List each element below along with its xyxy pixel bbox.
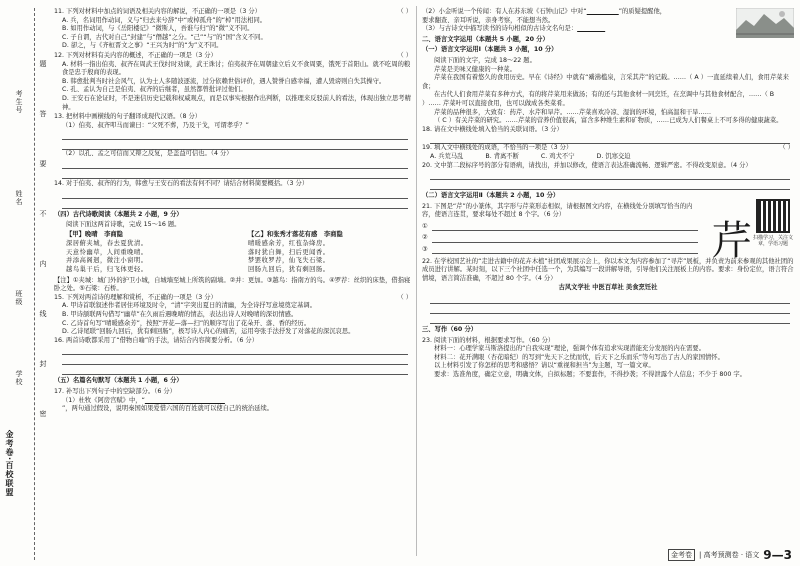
answer-line[interactable] bbox=[432, 223, 698, 231]
seal-script-glyph: 芹 bbox=[712, 217, 750, 264]
answer-line[interactable] bbox=[430, 314, 790, 324]
answer-bracket[interactable]: （ ） bbox=[397, 8, 412, 15]
passage-paragraph: 芹菜是美味又健康的一种菜。 bbox=[434, 65, 516, 73]
q12-stem: 12. 下列对材料有关内容的概述，不正确的一项是（3 分） bbox=[54, 51, 217, 59]
language-section-2 bbox=[422, 192, 794, 324]
section-heading: （四）古代诗歌阅读（本题共 2 小题，9 分） bbox=[54, 210, 183, 218]
answer-line[interactable] bbox=[62, 189, 408, 199]
option: A. 材料一指出伯夷、叔齐在周武王伐纣时劝谏，武王诛讨；伯夷叔齐在周朝建立后义不食周粟，饿死于首阳山。就不吃周的粮食是忠于殷商的表现。 bbox=[62, 60, 411, 77]
poem-title: 【乙】和张秀才落花有感 bbox=[248, 230, 318, 238]
answer-line[interactable] bbox=[62, 159, 408, 169]
qr-caption: 扫描学习，关注文章，学语习题 bbox=[752, 234, 793, 247]
school-label: 学校 bbox=[15, 370, 23, 386]
answer-line[interactable] bbox=[430, 170, 790, 180]
section-heading: 三、写作（60 分） bbox=[422, 326, 478, 334]
answer-line[interactable] bbox=[62, 130, 408, 140]
option: A. 兵，名词用作动词，义与“归去来兮辞”中“或棹孤舟”的“棹”用法相同。 bbox=[62, 16, 267, 24]
seal-char: 封 bbox=[39, 360, 47, 368]
fill-blank[interactable] bbox=[577, 25, 605, 32]
q17-s1-cont: ”，两句通过假设，说明秦国如果爱惜六国的百姓就可以使自己的统治延续。 bbox=[62, 405, 274, 413]
answer-line[interactable] bbox=[430, 180, 790, 190]
footer-brand: 金考卷 bbox=[668, 549, 695, 561]
poem-author: 李商隐 bbox=[323, 230, 343, 238]
passage-paragraph: 在古代人们食用芹菜有多种方式，有的将芹菜用来做汤；有的还与其他食材一同烹饪，在烹调中与其他食材配合，……（ B ）…… 芹菜叶可以直接食用，也可以做成各类菜肴。 bbox=[422, 91, 775, 107]
answer-line[interactable] bbox=[430, 304, 790, 314]
q14-stem: 14. 对于伯夷、叔齐的行为，韩愈与王安石的看法有何不同？请结合材料简要概括。（3 分） bbox=[54, 179, 309, 187]
answer-line[interactable] bbox=[62, 355, 408, 365]
section-heading: 二、语言文字运用（本题共 5 小题，20 分） bbox=[422, 35, 549, 43]
reading-intro: 阅读下面的文字，完成 18～22 题。 bbox=[434, 56, 536, 64]
question-13 bbox=[54, 113, 412, 179]
poems bbox=[54, 231, 412, 275]
answer-line[interactable] bbox=[430, 134, 790, 144]
landscape-illustration bbox=[736, 8, 794, 38]
q17-stem: 17. 补写出下列句子中的空缺部分。（6 分） bbox=[54, 388, 176, 395]
option: D. 饥寒交迫 bbox=[596, 152, 631, 160]
answer-line[interactable] bbox=[432, 246, 698, 254]
page-footer bbox=[668, 548, 792, 562]
question-17 bbox=[54, 377, 412, 413]
answer-line[interactable] bbox=[62, 169, 408, 179]
poem-line: 落时犹自舞，扫后更闻香。 bbox=[248, 248, 330, 256]
club-list: 古风文学社 中医百草社 美食烹饪社 bbox=[558, 284, 658, 292]
answer-line[interactable] bbox=[62, 365, 408, 375]
q21-stem: 21. 下图是“芹”的小篆体，其字形与芹菜形态相似，请根据图文内容，在横线处分别填写恰当的内容，使语言连贯，要求每处不超过 8 个字。（6 分） bbox=[422, 202, 693, 219]
option: A. 甲诗首联叙述作者居住环境及时令，“清”字突出夏日的清幽，为全诗抒写意境奠定基调。 bbox=[62, 302, 317, 310]
seal-char: 不 bbox=[39, 210, 47, 218]
option: C. 孔、孟认为自己是伯夷、叔齐的后继者，虽然都曾批评过他们。 bbox=[62, 86, 247, 94]
seal-char: 答 bbox=[39, 110, 47, 118]
material-2: 材料二：花开满眼（杏花暗纪）的写到“先天下之忧而忧，后天下之乐而乐”等句写出了古人的家国情怀。 bbox=[434, 353, 724, 361]
q22-stem: 22. 在学校国艺社的“走进古籍中的花卉木植”社团成果展示会上，你以本文为内容参加了“寻芹”展板，并负责为前来参观的其他社团的成员进行讲解。某时刻，以下三个社团中任选一个，为其编写一段讲解导语，引导他们关注展板上的内容。要求：身份定位，语言符合情境，语言简洁准确，不超过 80 个字。（4 分） bbox=[422, 257, 794, 282]
passage-paragraph: 芹菜的品种很多，大致有：药芹、水芹和旱芹。……芹菜喜欢冷凉、湿润的环境，怕高温和干旱…… bbox=[434, 108, 712, 116]
option: B. 甲诗颔联两句借写“幽草”在久雨后遇晚晴的情态，表达出诗人对晚晴的深切情感。 bbox=[62, 311, 298, 319]
q17-s3: （3）与古诗文中描写读书的诗句相似的古诗文名句是： bbox=[422, 25, 578, 33]
footer-series: | 高考预测卷 · 语文 bbox=[699, 551, 760, 559]
passage-paragraph: （ C ）有关芹菜的研究。……芹菜的营养价值很高，富含多种维生素和矿物质，……已成为人们餐桌上不可多得的健康蔬菜。 bbox=[434, 117, 783, 125]
passage-paragraph: 芹菜在我国有着悠久的食用历史。早在《诗经》中就有“觱沸槛泉，言采其芹”的记载。……（ A ）一直延续着人们，食用芹菜来食； bbox=[422, 74, 789, 90]
section-heading: （五）名篇名句默写（本题共 1 小题，6 分） bbox=[54, 377, 183, 385]
fill-blank[interactable] bbox=[587, 8, 619, 15]
page-number: 9—3 bbox=[763, 548, 792, 562]
option: A. 兵荒马乱 bbox=[430, 152, 464, 160]
poem-line: 并添高阁迥，微注小窗明。 bbox=[66, 257, 148, 265]
q17-s1: （1）杜牧《阿房宫赋》中，“ bbox=[62, 396, 145, 404]
answer-line[interactable] bbox=[62, 345, 408, 355]
poem-line: 越鸟巢干后，归飞体更轻。 bbox=[66, 266, 148, 274]
option: C. 子自谓，古代对自己“封建”与“僭越”之分。“己”“与”的“国”含义不同。 bbox=[62, 33, 267, 41]
option: B. 韩愈批判当时社会风气，认为士人多随波逐流，过分依赖世俗评价，遇人赞誉自感幸福，遭人毁谤则自失其操守。 bbox=[62, 77, 386, 85]
question-17-cont bbox=[422, 8, 794, 34]
poem-note: 【注】①夹城：城门外的护卫小城，自城墙至城上所筑的副墙。②并：更加。③越鸟：指南方的鸟。④罗荐：丝织的床垫，借指寝卧之处。⑤石梁：石桥。 bbox=[54, 276, 411, 293]
poem-line: 回肠九回后，犹有剩回肠。 bbox=[248, 266, 330, 274]
answer-line[interactable] bbox=[62, 199, 408, 209]
class-label: 班级 bbox=[15, 290, 23, 306]
writing-requirements: 要求：选准角度，确定立意，明确文体，自拟标题；不要套作，不得抄袭；不得泄露个人信息；不少于 800 字。 bbox=[434, 371, 746, 378]
brand-label: 金考卷·百校联盟 bbox=[5, 430, 14, 498]
line-label: ② bbox=[422, 234, 428, 242]
writing-prompt: 以上材料引发了你怎样的思考和感悟？请以“重视和担当”为主题，写一篇文章。 bbox=[434, 362, 655, 370]
qr-code-icon[interactable] bbox=[756, 199, 790, 233]
material-1: 材料一：心理学家马斯洛提出的“自我实现”理论，强调个体有追求实现潜能充分发展的内在需要。 bbox=[434, 345, 705, 353]
line-label: ① bbox=[422, 222, 428, 230]
option: D. 王安石在论证时，不是迷信历史记载和权威观点，而是以事实根据作出判断，以推理来反驳前人的看法，体现出独立思考精神。 bbox=[62, 94, 411, 111]
answer-line[interactable] bbox=[430, 294, 790, 304]
fill-blank[interactable] bbox=[145, 397, 225, 404]
q21-fill-lines bbox=[422, 223, 698, 255]
q13-sentence-2: （2）以孔、孟之可信而又辩之反复，是盖益可信也。（4 分） bbox=[62, 150, 233, 158]
poem-line: 深居俯夹城，春去夏犹清。 bbox=[66, 240, 148, 248]
poem-title: 【甲】晚晴 bbox=[66, 230, 98, 238]
answer-bracket[interactable]: （ ） bbox=[397, 293, 412, 301]
q23-stem: 23. 阅读下面的材料，根据要求写作。（60 分） bbox=[422, 336, 555, 344]
option: D. 乙诗尾联“回肠九回后，犹有剩回肠”，极写诗人内心的痛苦，运用夸张手法抒发了对落花的深沉哀思。 bbox=[62, 328, 355, 336]
binding-sidebar bbox=[0, 0, 50, 566]
q17-s2-cont: ”的质疑提醒他， bbox=[618, 8, 667, 15]
poem-author: 李商隐 bbox=[104, 230, 123, 238]
poem-jia bbox=[66, 231, 230, 275]
poem-line: 天意怜幽草，人间重晚晴。 bbox=[66, 248, 148, 256]
option: D. 卻之，与《齐桓晋文之事》“王兴为时”的“为”义不同。 bbox=[62, 42, 223, 50]
answer-line[interactable] bbox=[62, 140, 408, 150]
poetry-section bbox=[54, 211, 412, 376]
seal-char: 要 bbox=[39, 160, 47, 168]
q11-stem: 11. 下列对材料中加点的词语及相关内容的解说，不正确的一项是（3 分） bbox=[54, 8, 261, 15]
poem-line: 梦罢收罗荐，仙飞失石梁。 bbox=[248, 257, 330, 265]
question-11 bbox=[54, 8, 412, 51]
poem-yi bbox=[248, 231, 412, 275]
option: C. 鸡犬不宁 bbox=[540, 152, 575, 160]
q13-sentence-1: （1）伯夷、叔齐叩马而谏曰：“父死不葬，乃及干戈，可谓孝乎？” bbox=[62, 121, 249, 129]
q18-stem: 18. 请在文中横线处填入恰当的关联词语。（3 分） bbox=[422, 125, 563, 133]
language-section bbox=[422, 36, 794, 190]
question-12 bbox=[54, 52, 412, 112]
sub-heading: （一）语言文字运用Ⅰ（本题共 3 小题，10 分） bbox=[422, 46, 558, 54]
sub-heading: （二）语言文字运用Ⅱ（本题共 2 小题，10 分） bbox=[422, 192, 560, 200]
seal-line bbox=[34, 8, 35, 560]
seal-char: 内 bbox=[39, 260, 47, 268]
q16-stem: 16. 两首诗歌都采用了“借物自喻”的手法，请结合内容简要分析。（6 分） bbox=[54, 336, 259, 344]
column-divider bbox=[416, 6, 417, 556]
exam-no-label: 考生号 bbox=[15, 90, 23, 114]
seal-char: 线 bbox=[39, 310, 47, 318]
q15-stem: 15. 下列对两首诗的理解和赏析，不正确的一项是（3 分） bbox=[54, 293, 217, 301]
q20-stem: 20. 文中第二段标序号的部分有语病，请找出，并加以修改，使语言表达准确流畅、逻辑严密。不得改变原意。（4 分） bbox=[422, 161, 752, 169]
left-column bbox=[54, 8, 412, 415]
answer-bracket[interactable]: （ ） bbox=[397, 51, 412, 59]
seal-char: 密 bbox=[39, 410, 47, 418]
q17-s2-cont2: 要求翻查、亲耳听说，亲身考察，不能想当然。 bbox=[422, 16, 555, 24]
answer-bracket[interactable]: （ ） bbox=[779, 144, 794, 152]
name-label: 姓名 bbox=[15, 190, 23, 206]
option: B. 如用作动词，与《岳阳楼记》“微斯人，吾谁与归”的“微”义不同。 bbox=[62, 25, 254, 33]
q13-stem: 13. 把材料中画横线的句子翻译成现代汉语。（8 分） bbox=[54, 113, 202, 121]
seal-char: 题 bbox=[39, 60, 47, 68]
answer-line[interactable] bbox=[432, 235, 698, 243]
option: C. 乙诗首句写“晴暖感余芳”，按照“开花—落—扫”的顺序写出了花朵开、落、香的经历。 bbox=[62, 319, 311, 327]
q19-stem: 19. 填入文中横线处的成语，不恰当的一项是（3 分） bbox=[422, 144, 573, 152]
q19-options bbox=[422, 153, 794, 162]
poetry-intro: 阅读下面这两首诗歌，完成 15～16 题。 bbox=[66, 221, 181, 229]
poem-line: 晴暖感余芳，红苞杂绛房。 bbox=[248, 240, 330, 248]
q17-s2: （2）小金听说一个传闻：有人在苏东坡《石钟山记》中对“ bbox=[422, 8, 587, 15]
writing-section bbox=[422, 326, 794, 380]
option: B. 背离不断 bbox=[485, 152, 519, 160]
question-14 bbox=[54, 180, 412, 209]
right-column bbox=[422, 8, 794, 381]
line-label: ③ bbox=[422, 246, 428, 254]
